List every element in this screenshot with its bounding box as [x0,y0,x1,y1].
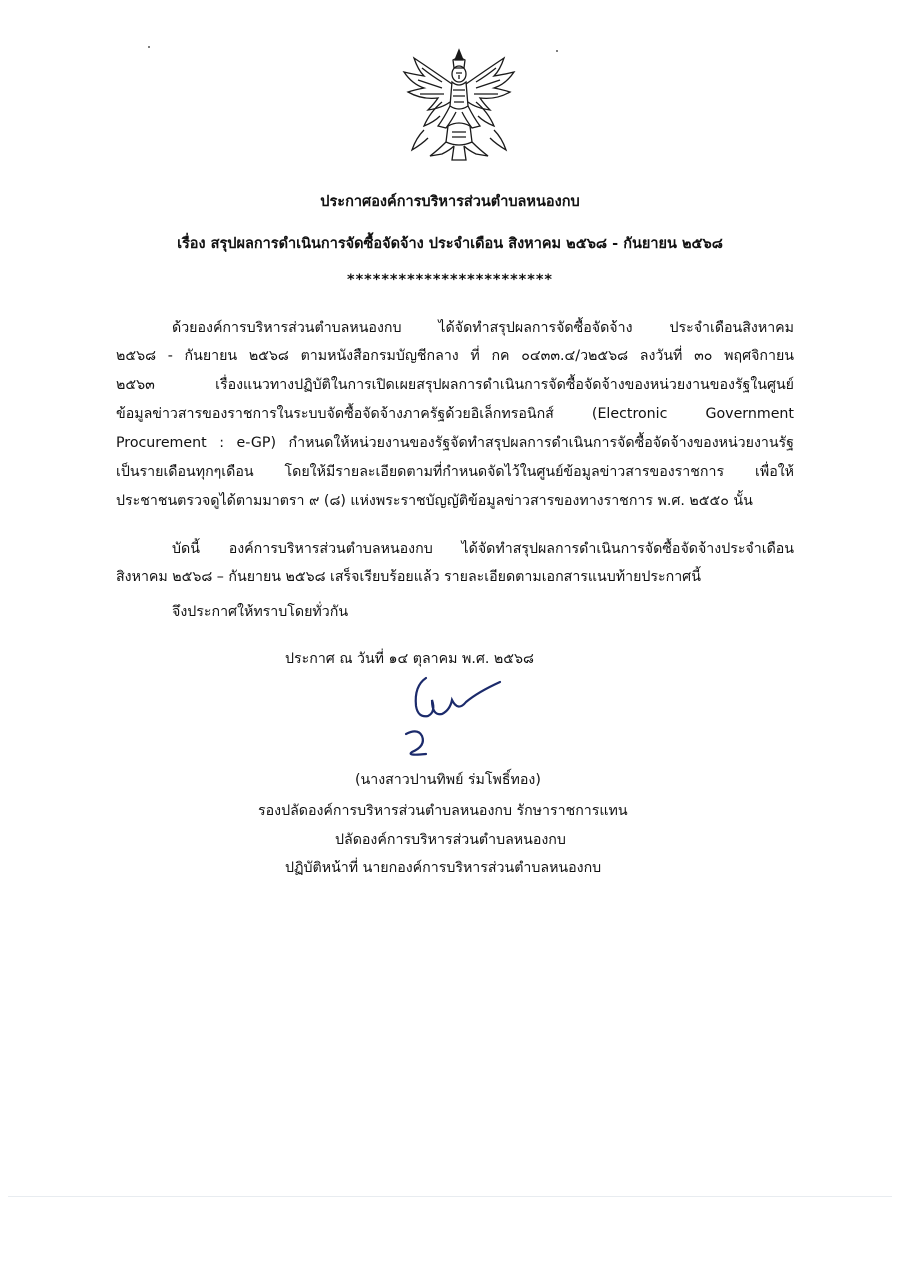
announcement-subject: เรื่อง สรุปผลการดำเนินการจัดซื้อจัดจ้าง ประจำเดือน สิงหาคม ๒๕๖๘ - กันยายน ๒๕๖๘ [177,236,723,252]
signatory-position: ปฏิบัติหน้าที่ นายกองค์การบริหารส่วนตำบลหนองกบ [285,860,602,876]
paragraph-line: ด้วยองค์การบริหารส่วนตำบลหนองกบ ได้จัดทำสรุปผลการจัดซื้อจัดจ้าง ประจำเดือนสิงหาคม [172,320,794,336]
paragraph-line: ข้อมูลข่าวสารของราชการในระบบจัดซื้อจัดจ้างภาครัฐด้วยอิเล็กทรอนิกส์ (Electronic Government [116,406,794,422]
paragraph-line: เป็นรายเดือนทุกๆเดือน โดยให้มีรายละเอียดตามที่กำหนดจัดไว้ในศูนย์ข้อมูลข่าวสารของราชการ เพื่อให้ [116,464,794,480]
handwritten-signature [396,672,508,760]
paragraph-line: ประชาชนตรวจดูได้ตามมาตรา ๙ (๘) แห่งพระราชบัญญัติข้อมูลข่าวสารของทางราชการ พ.ศ. ๒๕๕๐ นั้น [116,493,753,509]
paragraph-line: บัดนี้ องค์การบริหารส่วนตำบลหนองกบ ได้จัดทำสรุปผลการดำเนินการจัดซื้อจัดจ้างประจำเดือน [172,541,794,557]
separator-line: ************************ [347,272,553,288]
signatory-position: รองปลัดองค์การบริหารส่วนตำบลหนองกบ รักษาราชการแทน [258,803,628,819]
signatory-position: ปลัดองค์การบริหารส่วนตำบลหนองกบ [335,832,566,848]
announcement-title: ประกาศองค์การบริหารส่วนตำบลหนองกบ [320,194,580,210]
paragraph-line: ๒๕๖๘ - กันยายน ๒๕๖๘ ตามหนังสือกรมบัญชีกลาง ที่ กค ๐๔๓๓.๔/ว๒๕๖๘ ลงวันที่ ๓๐ พฤศจิกายน [116,348,794,364]
announcement-date: ประกาศ ณ วันที่ ๑๔ ตุลาคม พ.ศ. ๒๕๖๘ [285,651,534,667]
signatory-name: (นางสาวปานทิพย์ ร่มโพธิ์ทอง) [355,772,541,788]
scan-speck [148,46,150,48]
garuda-emblem-icon [398,46,520,164]
scan-speck [556,50,558,52]
paragraph-line: สิงหาคม ๒๕๖๘ – กันยายน ๒๕๖๘ เสร็จเรียบร้อยแล้ว รายละเอียดตามเอกสารแนบท้ายประกาศนี้ [116,569,701,585]
page-edge-line [8,1196,892,1197]
paragraph-line: ๒๕๖๓ เรื่องแนวทางปฏิบัติในการเปิดเผยสรุปผลการดำเนินการจัดซื้อจัดจ้างของหน่วยงานของรัฐในศูนย์ [116,377,794,393]
paragraph-line: Procurement : e-GP) กำหนดให้หน่วยงานของรัฐจัดทำสรุปผลการดำเนินการจัดซื้อจัดจ้างของหน่วยงานรัฐ [116,435,794,451]
closing-line: จึงประกาศให้ทราบโดยทั่วกัน [172,604,349,620]
